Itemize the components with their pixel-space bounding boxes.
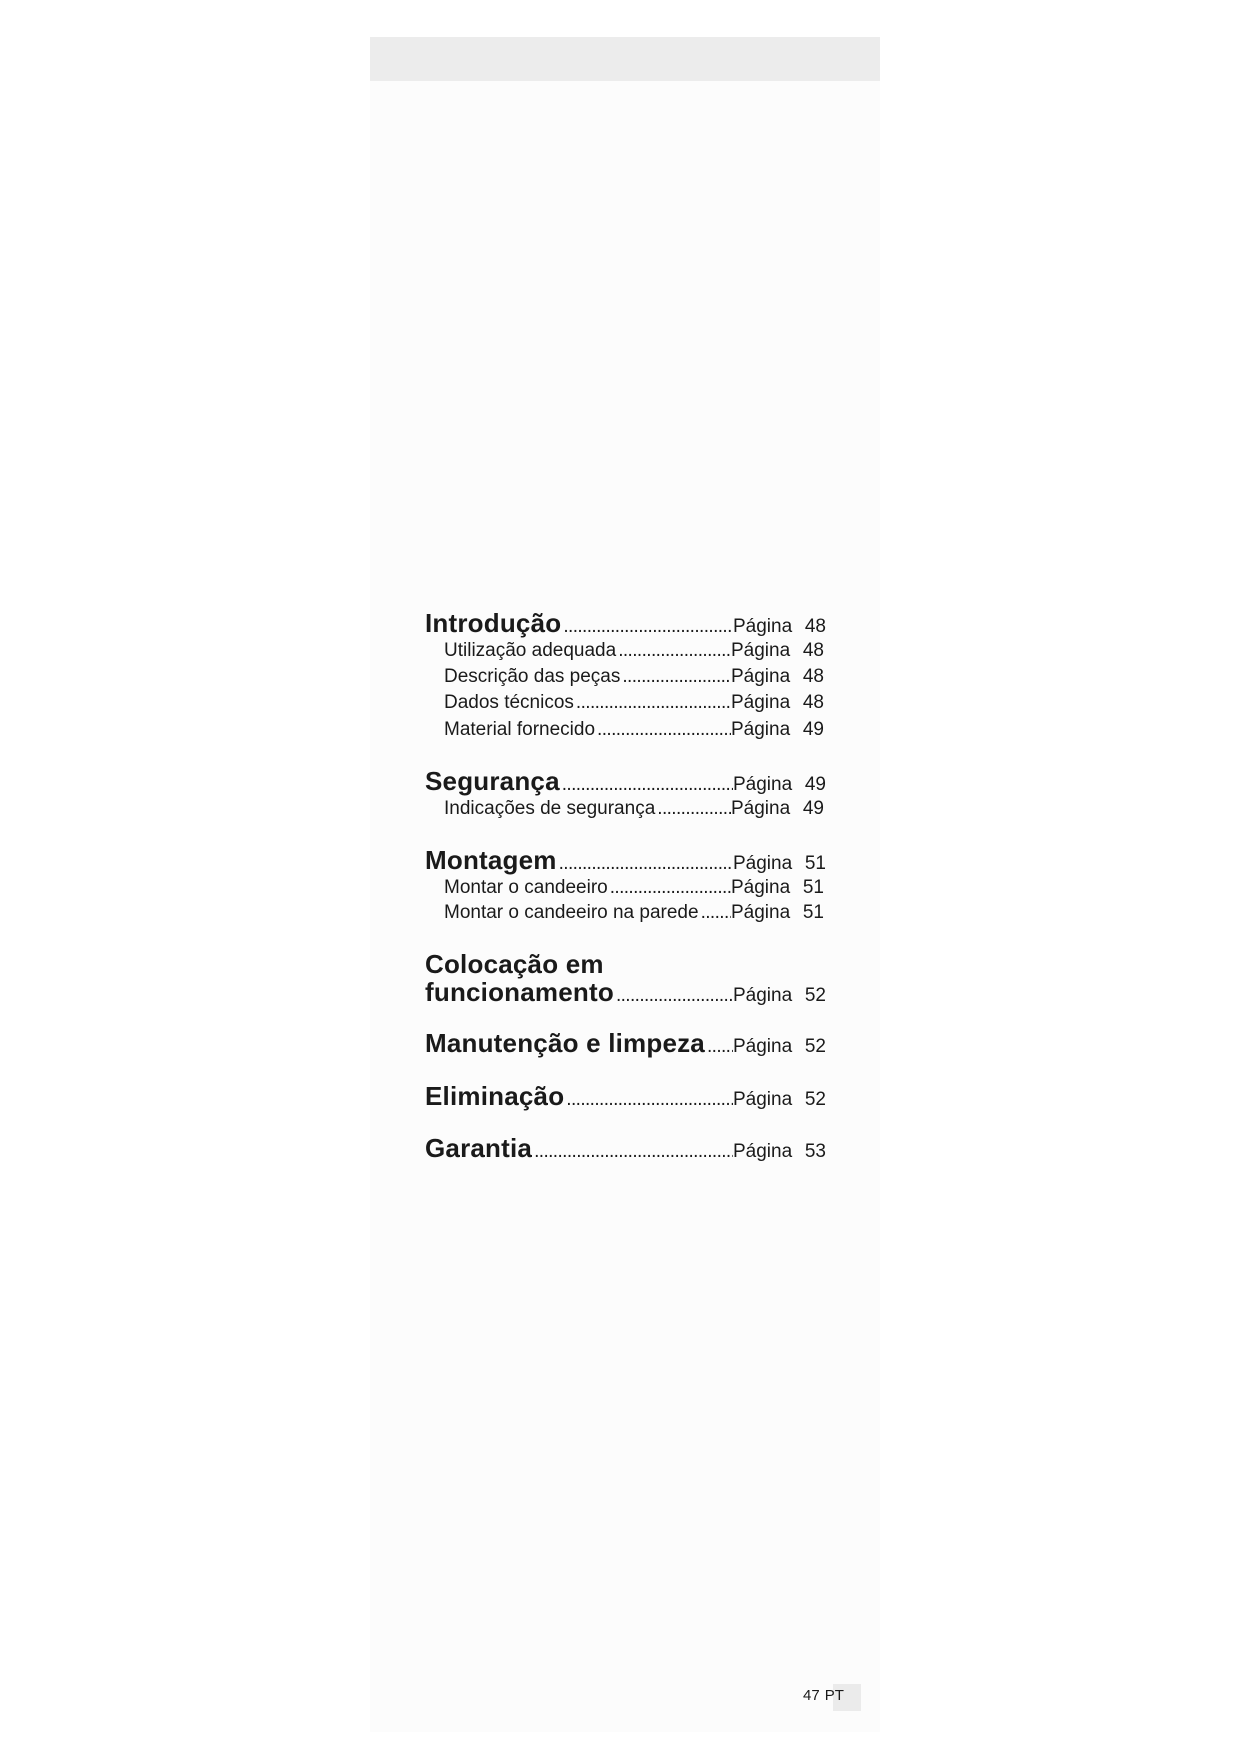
- page-reference: [733, 1088, 826, 1112]
- toc-section-title: Montagem: [425, 845, 557, 875]
- page-label: Página: [731, 640, 791, 661]
- page-number: 51: [802, 877, 824, 898]
- page-number: 51: [804, 853, 826, 874]
- dot-leader: [562, 773, 733, 797]
- toc-section-eliminacao: [425, 1081, 826, 1112]
- toc-section-title: Manutenção e limpeza: [425, 1028, 705, 1058]
- page-reference: [731, 691, 824, 715]
- page-reference: [731, 797, 824, 821]
- page-reference: [733, 852, 826, 876]
- page-label: Página: [731, 719, 791, 740]
- header-bar: [370, 37, 880, 81]
- toc-item-title: Montar o candeeiro: [444, 877, 608, 898]
- dot-leader: [701, 901, 731, 925]
- page-number: 49: [802, 798, 824, 819]
- toc-section-colocacao-em-funcionamento: [425, 977, 826, 1008]
- toc-item-title: Material fornecido: [444, 719, 596, 740]
- page-reference: [731, 901, 824, 925]
- toc-section-title: Introdução: [425, 608, 562, 638]
- toc-item: [444, 639, 824, 663]
- page-number: 48: [802, 692, 824, 713]
- dot-leader: [610, 876, 731, 900]
- toc-section-title-line: Colocação em: [425, 949, 604, 979]
- dot-leader: [622, 665, 731, 689]
- footer-language-code: PT: [824, 1687, 844, 1704]
- page-number: 49: [804, 774, 826, 795]
- page-label: Página: [733, 1089, 793, 1110]
- footer-page-number: 47: [803, 1687, 820, 1704]
- toc-item-title: Dados técnicos: [444, 692, 574, 713]
- page-reference: [731, 718, 824, 742]
- toc-item: [444, 876, 824, 900]
- dot-leader: [534, 1140, 733, 1164]
- page-footer: [803, 1687, 844, 1705]
- page-label: Página: [733, 616, 793, 637]
- toc-item-title: Indicações de segurança: [444, 798, 656, 819]
- page-number: 51: [802, 902, 824, 923]
- page-label: Página: [731, 692, 791, 713]
- page-number: 52: [804, 1036, 826, 1057]
- toc-section-seguranca: [425, 766, 826, 797]
- toc-section-manutencao-e-limpeza: [425, 1028, 826, 1059]
- toc-section-montagem: [425, 845, 826, 876]
- page-label: Página: [733, 1036, 793, 1057]
- toc-section-title: Eliminação: [425, 1081, 565, 1111]
- toc-item-title: Utilização adequada: [444, 640, 617, 661]
- toc-item-title: Montar o candeeiro na parede: [444, 902, 699, 923]
- toc-item: [444, 691, 824, 715]
- dot-leader: [616, 984, 733, 1008]
- page-number: 52: [804, 1089, 826, 1110]
- page-reference: [733, 773, 826, 797]
- page-reference: [733, 1140, 826, 1164]
- toc-item: [444, 797, 824, 821]
- page-number: 52: [804, 985, 826, 1006]
- page-number: 48: [802, 666, 824, 687]
- toc-section-garantia: [425, 1133, 826, 1164]
- dot-leader: [576, 691, 731, 715]
- toc-section-introducao: [425, 608, 826, 639]
- dot-leader: [563, 615, 733, 639]
- toc-section-title: Garantia: [425, 1133, 533, 1163]
- page-label: Página: [731, 666, 791, 687]
- toc-section-title-line: funcionamento: [425, 977, 614, 1007]
- page-label: Página: [733, 985, 793, 1006]
- toc-item: [444, 718, 824, 742]
- toc-item: [444, 665, 824, 689]
- toc-section-title: Segurança: [425, 766, 560, 796]
- page-reference: [733, 615, 826, 639]
- page-label: Página: [733, 853, 793, 874]
- page-label: Página: [733, 774, 793, 795]
- page-number: 53: [804, 1141, 826, 1162]
- dot-leader: [618, 639, 731, 663]
- page-reference: [733, 1035, 826, 1059]
- page-label: Página: [731, 798, 791, 819]
- toc-item: [444, 901, 824, 925]
- dot-leader: [707, 1035, 733, 1059]
- toc-item-title: Descrição das peças: [444, 666, 621, 687]
- page-label: Página: [731, 902, 791, 923]
- dot-leader: [566, 1088, 733, 1112]
- page-label: Página: [731, 877, 791, 898]
- page-reference: [733, 984, 826, 1008]
- dot-leader: [559, 852, 733, 876]
- page-number: 48: [802, 640, 824, 661]
- page-label: Página: [733, 1141, 793, 1162]
- dot-leader: [597, 718, 731, 742]
- page-reference: [731, 876, 824, 900]
- page-number: 49: [802, 719, 824, 740]
- page-reference: [731, 639, 824, 663]
- page-reference: [731, 665, 824, 689]
- dot-leader: [657, 797, 731, 821]
- page-number: 48: [804, 616, 826, 637]
